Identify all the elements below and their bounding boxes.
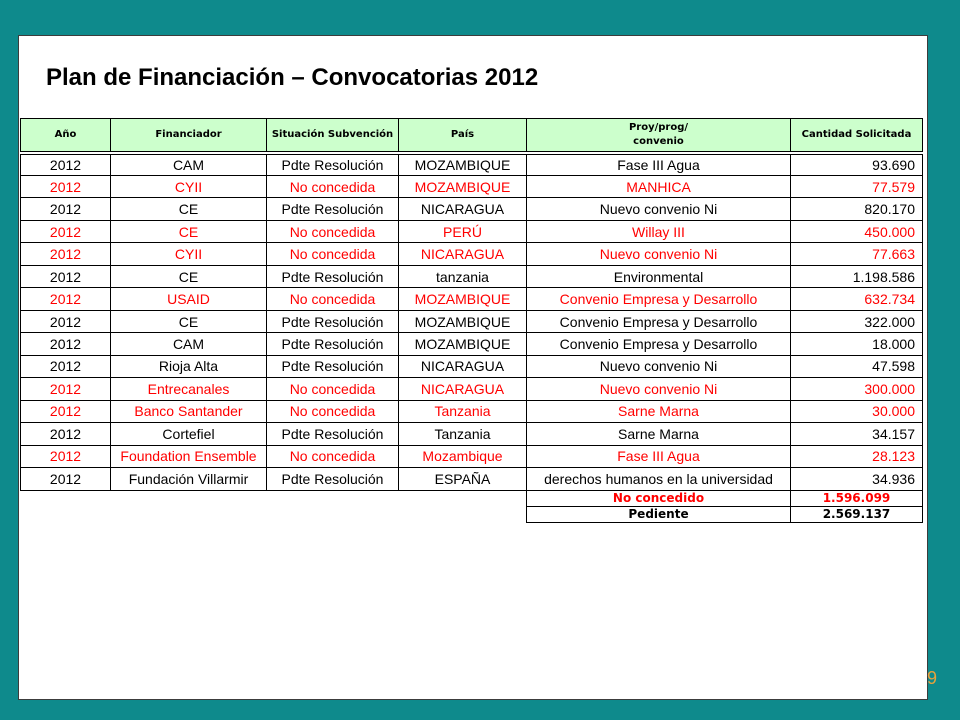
cell-amount: 18.000 [791,333,923,355]
cell-status: Pdte Resolución [267,333,399,355]
table-row [21,243,923,265]
cell-financier: Fundación Villarmir [111,468,267,490]
table-row [21,310,923,332]
cell-project: derechos humanos en la universidad [527,468,791,490]
cell-country: PERÚ [399,220,527,242]
summary-row-pending [21,506,923,522]
table-row [21,175,923,197]
cell-amount: 93.690 [791,153,923,175]
cell-project: Sarne Marna [527,400,791,422]
cell-financier: CYII [111,243,267,265]
cell-year: 2012 [21,175,111,197]
cell-financier: CE [111,310,267,332]
cell-year: 2012 [21,355,111,377]
cell-year: 2012 [21,400,111,422]
cell-country: MOZAMBIQUE [399,153,527,175]
cell-financier: CAM [111,153,267,175]
table-row [21,378,923,400]
cell-year: 2012 [21,423,111,445]
cell-project: Convenio Empresa y Desarrollo [527,288,791,310]
table-row [21,400,923,422]
cell-financier: Banco Santander [111,400,267,422]
cell-project: Nuevo convenio Ni [527,378,791,400]
cell-country: MOZAMBIQUE [399,175,527,197]
cell-country: MOZAMBIQUE [399,288,527,310]
header-country: País [399,119,527,154]
header-financier: Financiador [111,119,267,154]
table-row [21,198,923,220]
cell-project: Nuevo convenio Ni [527,243,791,265]
cell-country: Tanzania [399,423,527,445]
cell-status: Pdte Resolución [267,153,399,175]
cell-amount: 820.170 [791,198,923,220]
cell-status: No concedida [267,243,399,265]
cell-project: Convenio Empresa y Desarrollo [527,333,791,355]
table-body [21,119,923,523]
cell-country: NICARAGUA [399,243,527,265]
summary-label: Pediente [527,506,791,522]
cell-country: Tanzania [399,400,527,422]
cell-amount: 450.000 [791,220,923,242]
cell-project: Sarne Marna [527,423,791,445]
cell-year: 2012 [21,310,111,332]
cell-status: No concedida [267,220,399,242]
table-row [21,153,923,175]
cell-year: 2012 [21,198,111,220]
cell-amount: 1.198.586 [791,265,923,287]
cell-country: Mozambique [399,445,527,467]
cell-financier: Rioja Alta [111,355,267,377]
summary-label: No concedido [527,490,791,506]
header-amount: Cantidad Solicitada [791,119,923,154]
table-row [21,288,923,310]
cell-status: No concedida [267,400,399,422]
cell-project: Environmental [527,265,791,287]
cell-financier: CE [111,220,267,242]
cell-year: 2012 [21,243,111,265]
cell-status: Pdte Resolución [267,198,399,220]
cell-country: NICARAGUA [399,378,527,400]
cell-year: 2012 [21,333,111,355]
cell-financier: Entrecanales [111,378,267,400]
cell-amount: 322.000 [791,310,923,332]
table-row [21,220,923,242]
cell-status: Pdte Resolución [267,468,399,490]
cell-amount: 34.936 [791,468,923,490]
cell-financier: USAID [111,288,267,310]
table-row [21,445,923,467]
cell-project: Convenio Empresa y Desarrollo [527,310,791,332]
cell-year: 2012 [21,288,111,310]
cell-country: MOZAMBIQUE [399,333,527,355]
header-year: Año [21,119,111,154]
summary-value: 1.596.099 [791,490,923,506]
header-project-line2: convenio [633,136,684,147]
cell-project: Nuevo convenio Ni [527,198,791,220]
table-row [21,423,923,445]
cell-country: MOZAMBIQUE [399,310,527,332]
cell-year: 2012 [21,153,111,175]
header-project-line1: Proy/prog/ [628,122,689,133]
cell-year: 2012 [21,468,111,490]
table-row [21,355,923,377]
cell-amount: 77.663 [791,243,923,265]
cell-project: Fase III Agua [527,153,791,175]
cell-country: ESPAÑA [399,468,527,490]
cell-year: 2012 [21,265,111,287]
cell-financier: CAM [111,333,267,355]
table-row [21,468,923,490]
cell-financier: CE [111,265,267,287]
cell-year: 2012 [21,445,111,467]
cell-status: Pdte Resolución [267,265,399,287]
table-header-row [21,119,923,154]
header-project [527,119,791,154]
summary-spacer [21,506,527,522]
cell-project: Fase III Agua [527,445,791,467]
funding-table [20,118,923,523]
cell-project: Nuevo convenio Ni [527,355,791,377]
cell-country: tanzania [399,265,527,287]
cell-status: No concedida [267,445,399,467]
cell-status: Pdte Resolución [267,423,399,445]
page-title: Plan de Financiación – Convocatorias 2012 [46,64,539,91]
summary-value: 2.569.137 [791,506,923,522]
cell-status: No concedida [267,175,399,197]
summary-row-denied [21,490,923,506]
cell-status: No concedida [267,378,399,400]
cell-project: MANHICA [527,175,791,197]
cell-amount: 30.000 [791,400,923,422]
cell-financier: CE [111,198,267,220]
cell-amount: 77.579 [791,175,923,197]
cell-amount: 34.157 [791,423,923,445]
cell-financier: Foundation Ensemble [111,445,267,467]
cell-amount: 28.123 [791,445,923,467]
cell-country: NICARAGUA [399,355,527,377]
cell-amount: 47.598 [791,355,923,377]
cell-financier: Cortefiel [111,423,267,445]
cell-year: 2012 [21,378,111,400]
cell-year: 2012 [21,220,111,242]
cell-amount: 632.734 [791,288,923,310]
cell-project: Willay III [527,220,791,242]
cell-country: NICARAGUA [399,198,527,220]
cell-status: Pdte Resolución [267,310,399,332]
header-status: Situación Subvención [267,119,399,154]
summary-spacer [21,490,527,506]
cell-financier: CYII [111,175,267,197]
cell-status: No concedida [267,288,399,310]
table-row [21,333,923,355]
table-row [21,265,923,287]
page-number: 9 [927,668,938,688]
cell-amount: 300.000 [791,378,923,400]
cell-status: Pdte Resolución [267,355,399,377]
